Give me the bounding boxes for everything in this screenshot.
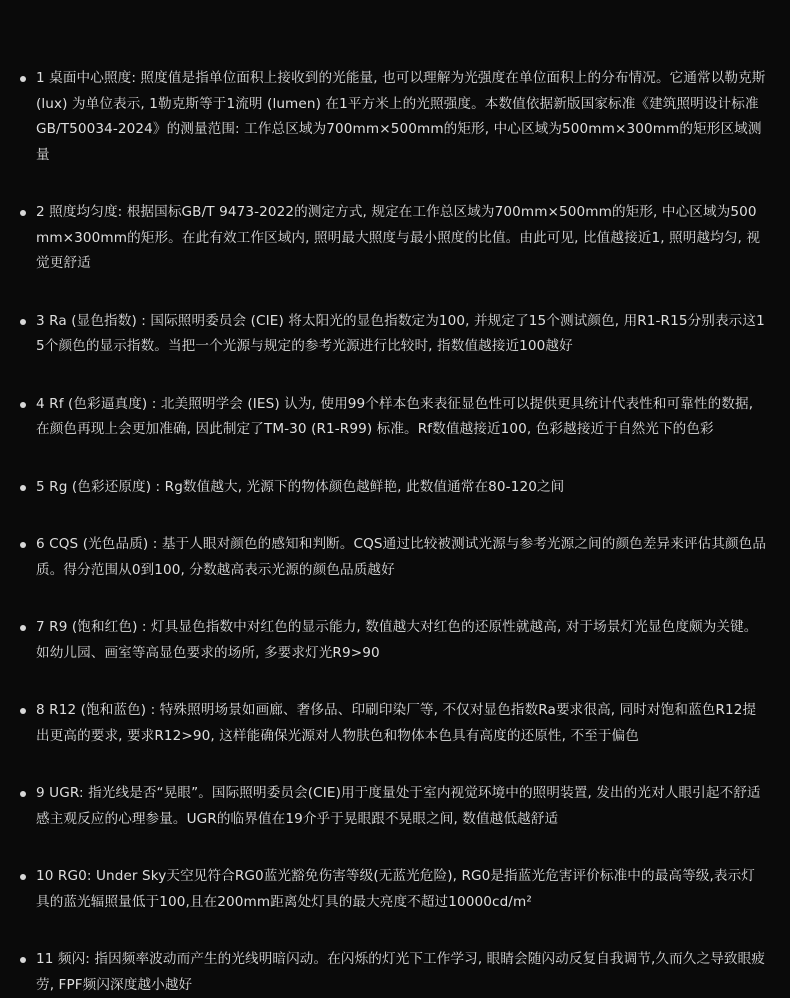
list-item-text: 4 Rf (色彩逼真度) : 北美照明学会 (IES) 认为, 使用99个样本色来表征显色性可以提供更具统计代表性和可靠性的数据, 在颜色再现上会更加准确, 因此制定了TM-30 (R1-R99) 标准。Rf数值越接近100, 色彩越接近于自然光下的色彩 bbox=[36, 395, 754, 437]
list-item-rf bbox=[22, 392, 768, 443]
list-item-text: 8 R12 (饱和蓝色) : 特殊照明场景如画廊、奢侈品、印刷印染厂等, 不仅对显色指数Ra要求很高, 同时对饱和蓝色R12提出更高的要求, 要求R12>90, 这样能确保光源对人物肤色和物体本色具有高度的还原性, 不至于偏色 bbox=[36, 702, 757, 744]
bullet-dot-icon bbox=[20, 708, 26, 714]
list-item-illuminance bbox=[22, 66, 768, 168]
list-item-r12 bbox=[22, 698, 768, 749]
list-item-cqs bbox=[22, 532, 768, 583]
list-item-text: 7 R9 (饱和红色) : 灯具显色指数中对红色的显示能力, 数值越大对红色的还原性就越高, 对于场景灯光显色度颇为关键。如幼儿园、画室等高显色要求的场所, 多要求灯光R9>90 bbox=[36, 619, 758, 661]
list-item-text: 1 桌面中心照度: 照度值是指单位面积上接收到的光能量, 也可以理解为光强度在单位面积上的分布情况。它通常以勒克斯 (lux) 为单位表示, 1勒克斯等于1流明 (lumen) 在1平方米上的光照强度。本数值依据新版国家标准《建筑照明设计标准GB/T50034-2024》的测量范围: 工作总区域为700mm×500mm的矩形, 中心区域为500mm×300mm的矩形区域测量 bbox=[36, 70, 766, 163]
list-item-text: 9 UGR: 指光线是否“晃眼”。国际照明委员会(CIE)用于度量处于室内视觉环境中的照明装置, 发出的光对人眼引起不舒适感主观反应的心理参量。UGR的临界值在19介乎于晃眼跟不晃眼之间, 数值越低越舒适 bbox=[36, 785, 761, 827]
bullet-dot-icon bbox=[20, 210, 26, 216]
list-item-ugr bbox=[22, 781, 768, 832]
bullet-dot-icon bbox=[20, 76, 26, 82]
spec-notes-list bbox=[22, 66, 768, 998]
bullet-dot-icon bbox=[20, 402, 26, 408]
bullet-dot-icon bbox=[20, 791, 26, 797]
list-item-rg bbox=[22, 475, 768, 501]
list-item-text: 11 频闪: 指因频率波动而产生的光线明暗闪动。在闪烁的灯光下工作学习, 眼睛会随闪动反复自我调节,久而久之导致眼疲劳, FPF频闪深度越小越好 bbox=[36, 951, 765, 993]
list-item-ra bbox=[22, 309, 768, 360]
list-item-uniformity bbox=[22, 200, 768, 277]
list-item-r9 bbox=[22, 615, 768, 666]
list-item-text: 5 Rg (色彩还原度) : Rg数值越大, 光源下的物体颜色越鲜艳, 此数值通常在80-120之间 bbox=[36, 478, 565, 495]
list-item-text: 10 RG0: Under Sky天空见符合RG0蓝光豁免伤害等级(无蓝光危险), RG0是指蓝光危害评价标准中的最高等级,表示灯具的蓝光辐照量低于100,且在200mm距离处灯具的最大亮度不超过10000cd/m² bbox=[36, 868, 755, 910]
bullet-dot-icon bbox=[20, 625, 26, 631]
bullet-dot-icon bbox=[20, 874, 26, 880]
list-item-flicker bbox=[22, 947, 768, 998]
list-item-text: 6 CQS (光色品质) : 基于人眼对颜色的感知和判断。CQS通过比较被测试光源与参考光源之间的颜色差异来评估其颜色品质。得分范围从0到100, 分数越高表示光源的颜色品质越好 bbox=[36, 536, 767, 578]
bullet-dot-icon bbox=[20, 957, 26, 963]
list-item-text: 3 Ra (显色指数) : 国际照明委员会 (CIE) 将太阳光的显色指数定为100, 并规定了15个测试颜色, 用R1-R15分别表示这15个颜色的显示指数。当把一个光源与规定的参考光源进行比较时, 指数值越接近100越好 bbox=[36, 312, 765, 354]
bullet-dot-icon bbox=[20, 542, 26, 548]
list-item-text: 2 照度均匀度: 根据国标GB/T 9473-2022的测定方式, 规定在工作总区域为700mm×500mm的矩形, 中心区域为500mm×300mm的矩形。在此有效工作区域内, 照明最大照度与最小照度的比值。由此可见, 比值越接近1, 照明越均匀, 视觉更舒适 bbox=[36, 204, 761, 271]
list-item-rg0 bbox=[22, 864, 768, 915]
bullet-dot-icon bbox=[20, 485, 26, 491]
bullet-dot-icon bbox=[20, 319, 26, 325]
